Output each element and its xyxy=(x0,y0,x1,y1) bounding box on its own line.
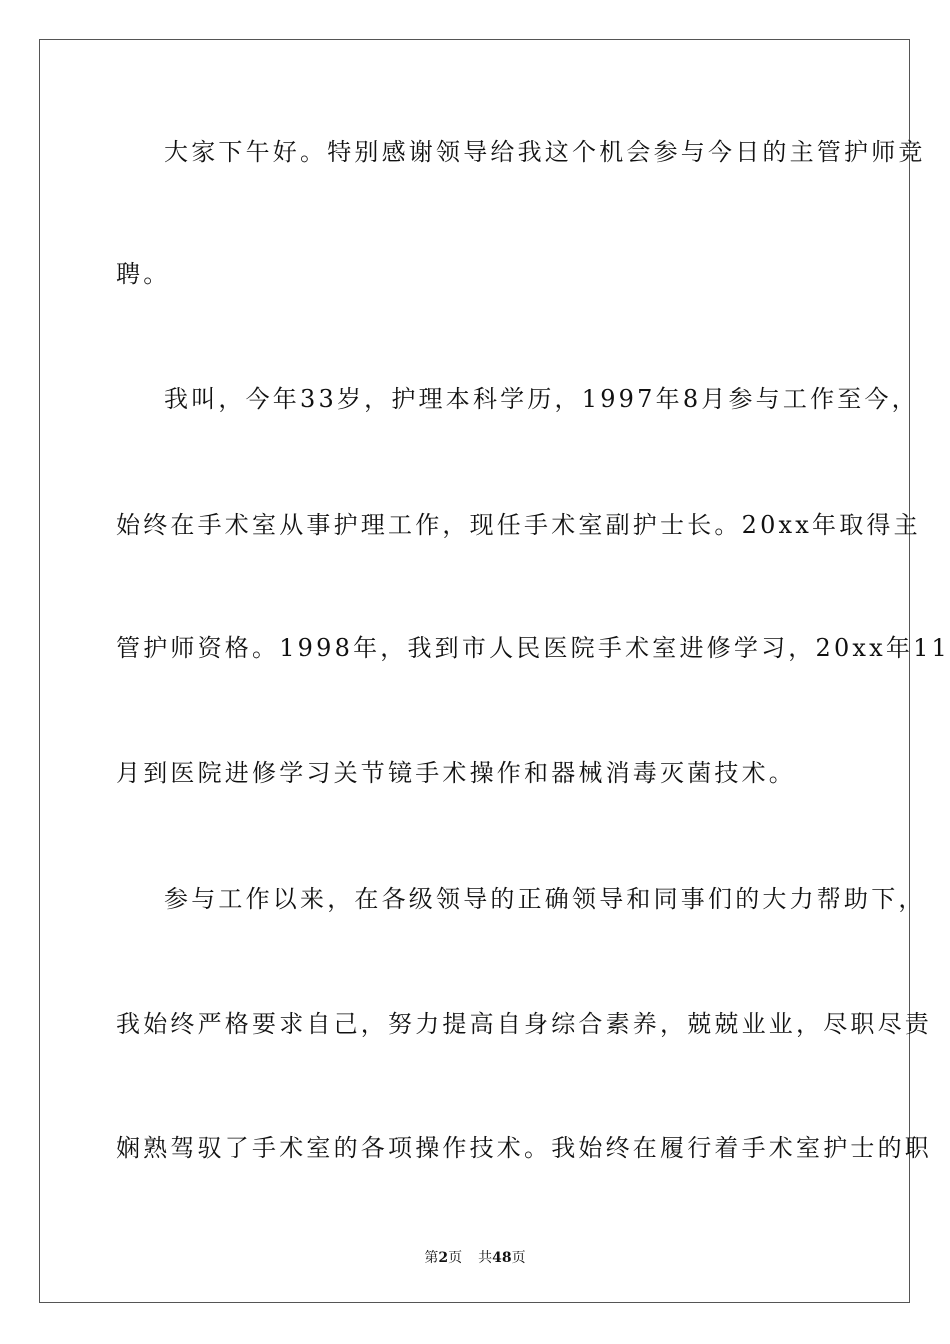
paragraph-line-1: 大家下午好。特别感谢领导给我这个机会参与今日的主管护师竞 xyxy=(164,138,926,166)
paragraph-line-8: 我始终严格要求自己，努力提高自身综合素养，兢兢业业，尽职尽责 xyxy=(116,1010,932,1038)
paragraph-line-7: 参与工作以来，在各级领导的正确领导和同事们的大力帮助下， xyxy=(164,885,926,913)
page-border xyxy=(39,39,950,1303)
footer-page-prefix: 第 xyxy=(424,1250,439,1266)
footer-page-suffix: 页 xyxy=(448,1250,463,1266)
footer-page-number: 2 xyxy=(438,1250,449,1266)
paragraph-line-4: 始终在手术室从事护理工作，现任手术室副护士长。20xx年取得主 xyxy=(116,511,921,539)
paragraph-line-2: 聘。 xyxy=(116,260,171,288)
paragraph-line-9: 娴熟驾驭了手术室的各项操作技术。我始终在履行着手术室护士的职 xyxy=(116,1134,932,1162)
footer-total-pages: 48 xyxy=(492,1250,512,1266)
paragraph-line-5: 管护师资格。1998年，我到市人民医院手术室进修学习，20xx年11 xyxy=(116,634,950,662)
paragraph-line-3: 我叫，今年33岁，护理本科学历，1997年8月参与工作至今， xyxy=(164,385,919,413)
paragraph-line-6: 月到医院进修学习关节镜手术操作和器械消毒灭菌技术。 xyxy=(116,759,796,787)
page-footer xyxy=(0,1249,950,1267)
footer-total-prefix: 共 xyxy=(478,1250,493,1266)
footer-total-suffix: 页 xyxy=(511,1250,526,1266)
